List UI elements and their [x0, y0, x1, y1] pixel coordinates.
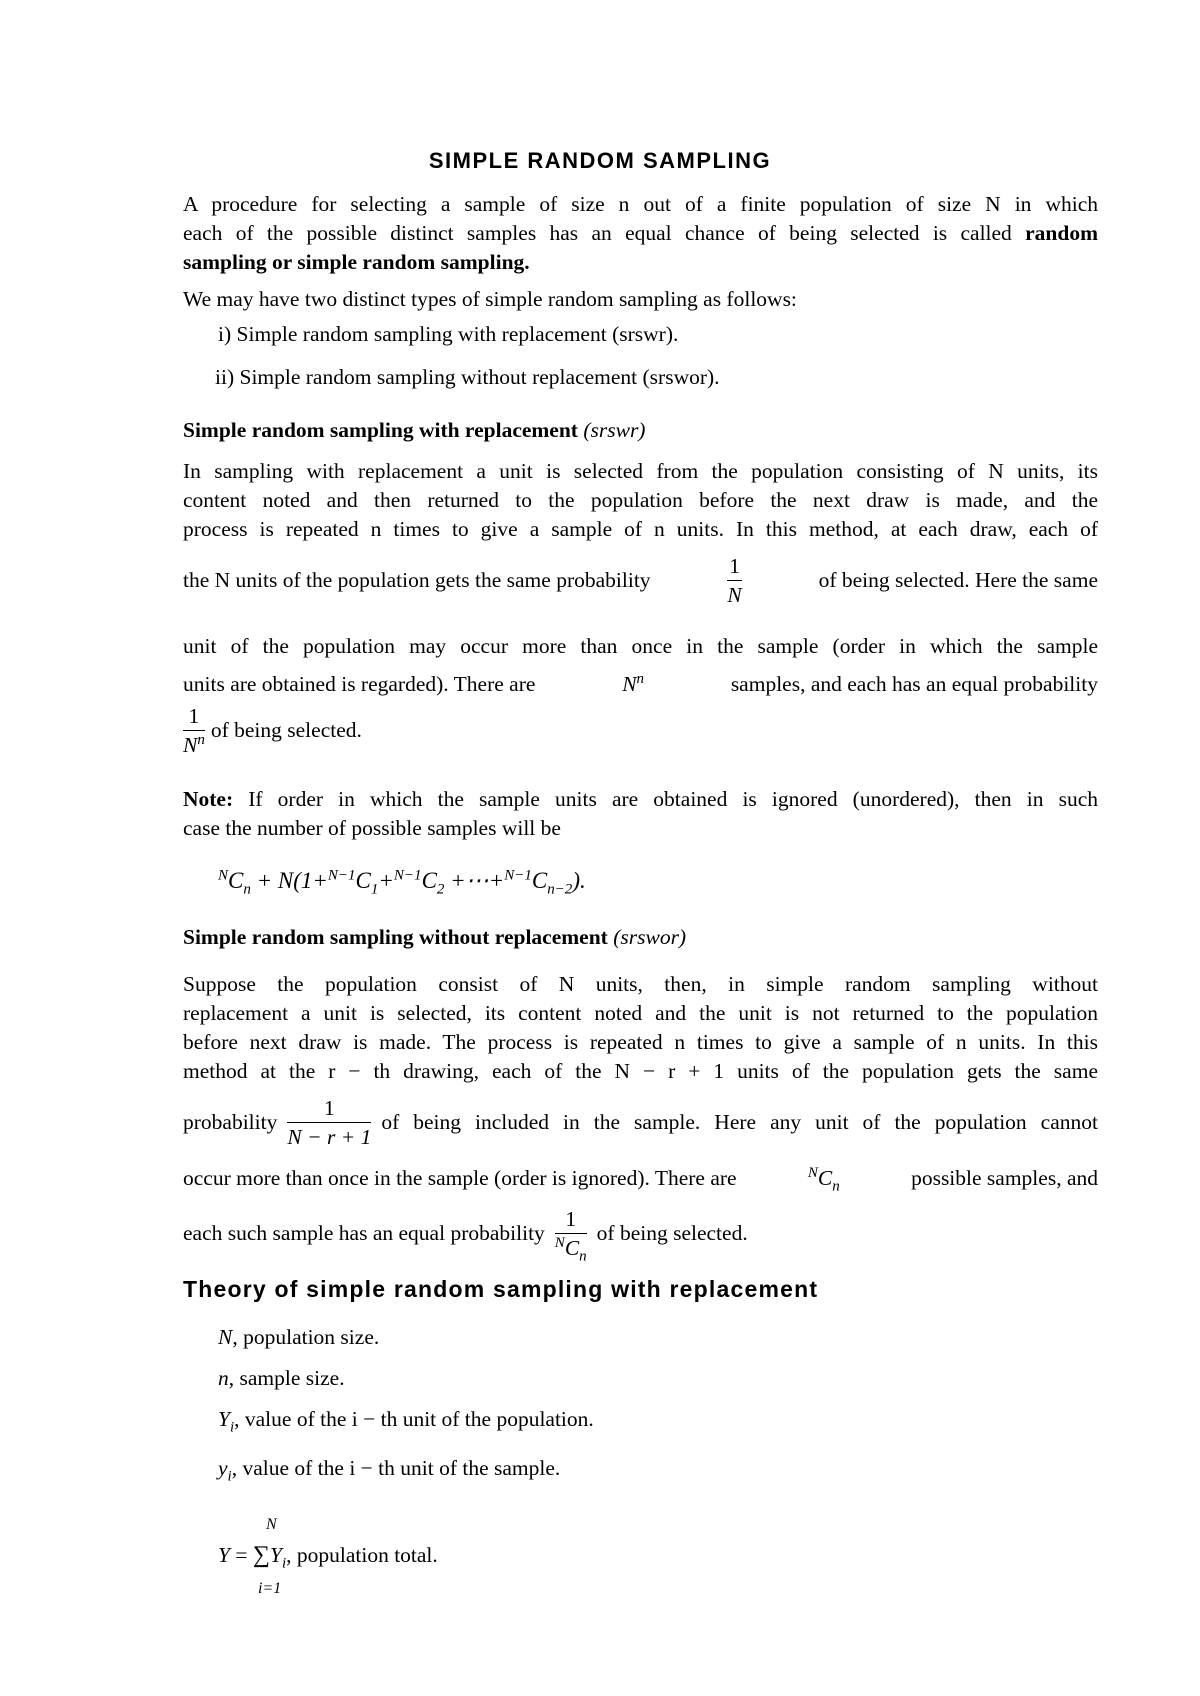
symbol-Y-i: $Y_i$ [218, 1407, 235, 1436]
section-heading-srswor [183, 923, 1098, 952]
math-N-choose-n: $^NC_n$ [807, 1164, 840, 1195]
srswor-line-5 [183, 1090, 1098, 1154]
def-sample-size-text: , sample size. [228, 1366, 345, 1390]
srswor-line-6-text-b: possible samples, and [911, 1166, 1098, 1190]
def-population-value-text: , value of the i − th unit of the population. [234, 1407, 594, 1431]
page-title: SIMPLE RANDOM SAMPLING [428, 148, 772, 173]
def-population-value [218, 1405, 1133, 1434]
list-item-srswor: ii) Simple random sampling without replacement (srswor). [215, 365, 720, 389]
note-line-1-text: If order in which the sample units are obtained is ignored (unordered), then in such [248, 787, 1098, 811]
srswor-line-4: method at the r − th drawing, each of the N − r + 1 units of the population gets the same [183, 1059, 1098, 1083]
srswor-line-6 [183, 1164, 1098, 1193]
note-label: Note: [183, 787, 234, 811]
note-line-1 [183, 785, 1098, 814]
srswor-line-6-text-a: occur more than once in the sample (order is ignored). There are [183, 1166, 737, 1190]
intro-line-4: We may have two distinct types of simple random sampling as follows: [183, 287, 797, 311]
srswr-line-3: process is repeated n times to give a sample of n units. In this method, at each draw, each of [183, 517, 1098, 541]
intro-line-2-text: each of the possible distinct samples has an equal chance of being selected is called [183, 221, 1026, 245]
section-heading-srswr-text: Simple random sampling with replacement [183, 418, 578, 442]
srswr-line-7 [183, 700, 1098, 760]
math-N-to-n: $N^n$ [622, 670, 645, 696]
def-sample-value [218, 1454, 1133, 1483]
def-sample-value-text: , value of the i − th unit of the sample. [231, 1456, 561, 1480]
srswr-line-4-text-b: of being selected. Here the same [818, 568, 1098, 592]
fraction-1-over-N-choose-n: $\frac{1}{^NC_n}$ [554, 1206, 587, 1264]
intro-line-3: sampling or simple random sampling. [183, 250, 530, 274]
sum-lower-limit: i=1 [258, 1580, 282, 1597]
sum-upper-limit: N [266, 1516, 277, 1533]
srswor-line-7-text-b: of being selected. [596, 1220, 748, 1245]
section-heading-srswor-text: Simple random sampling without replacement [183, 925, 608, 949]
srswr-line-1: In sampling with replacement a unit is selected from the population consisting of N units, its [183, 459, 1098, 483]
srswr-line-2: content noted and then returned to the population before the next draw is made, and the [183, 488, 1098, 512]
symbol-N: N [218, 1325, 233, 1349]
symbol-y-i: $y_i$ [218, 1456, 232, 1485]
section-heading-srswr [183, 416, 1098, 445]
srswr-line-6 [183, 670, 1098, 699]
section-heading-srswr-tag: (srswr) [583, 418, 646, 442]
srswr-line-7-text: of being selected. [210, 717, 362, 742]
note-line-2: case the number of possible samples will be [183, 816, 561, 840]
srswr-line-5: unit of the population may occur more than once in the sample (order in which the sample [183, 634, 1098, 658]
intro-line-2-bold: random [1025, 221, 1098, 245]
srswor-line-5-text-a: probability [183, 1109, 278, 1134]
fraction-1-over-N-r-1: $\frac{1}{N - r + 1}$ [287, 1095, 372, 1149]
population-total-formula: $Y = \sum Y_i$, population total. [218, 1542, 438, 1572]
srswr-line-6-text-a: units are obtained is regarded). There are [183, 672, 536, 696]
symbol-n: n [218, 1366, 229, 1390]
theory-heading: Theory of simple random sampling with replacement [183, 1276, 819, 1302]
intro-line-2 [183, 219, 1098, 248]
srswor-line-2: replacement a unit is selected, its content noted and the unit is not returned to the population [183, 1001, 1098, 1025]
srswor-line-7-text-a: each such sample has an equal probability [183, 1220, 545, 1245]
srswr-line-4 [183, 550, 1098, 610]
fraction-1-over-N-to-n: $\frac{1}{N^n}$ [183, 703, 205, 757]
srswor-line-1: Suppose the population consist of N units, then, in simple random sampling without [183, 972, 1098, 996]
section-heading-srswor-tag: (srswor) [613, 925, 687, 949]
srswor-line-3: before next draw is made. The process is repeated n times to give a sample of n units. In this [183, 1030, 1098, 1054]
def-population-total-text: , population total. [286, 1543, 438, 1567]
fraction-1-over-N: $\frac{1}{N}$ [727, 553, 742, 607]
srswor-line-5-text-b: of being included in the sample. Here any unit of the population cannot [381, 1109, 1098, 1134]
srswr-line-4-text-a: the N units of the population gets the same probability [183, 568, 651, 592]
intro-line-1: A procedure for selecting a sample of size n out of a finite population of size N in which [183, 192, 1098, 216]
srswr-line-6-text-b: samples, and each has an equal probability [730, 672, 1098, 696]
def-population-size [218, 1323, 1133, 1352]
formula-unordered-count: $^NC_n + N(1+^{N-1}C_1+^{N-1}C_2$ $+\cdots+^{N-1}C_{n-2}$). [218, 867, 586, 898]
srswor-line-7 [183, 1198, 1098, 1268]
def-population-size-text: , population size. [232, 1325, 380, 1349]
list-item-srswr: i) Simple random sampling with replacement (srswr). [218, 322, 679, 346]
def-sample-size [218, 1364, 1133, 1393]
